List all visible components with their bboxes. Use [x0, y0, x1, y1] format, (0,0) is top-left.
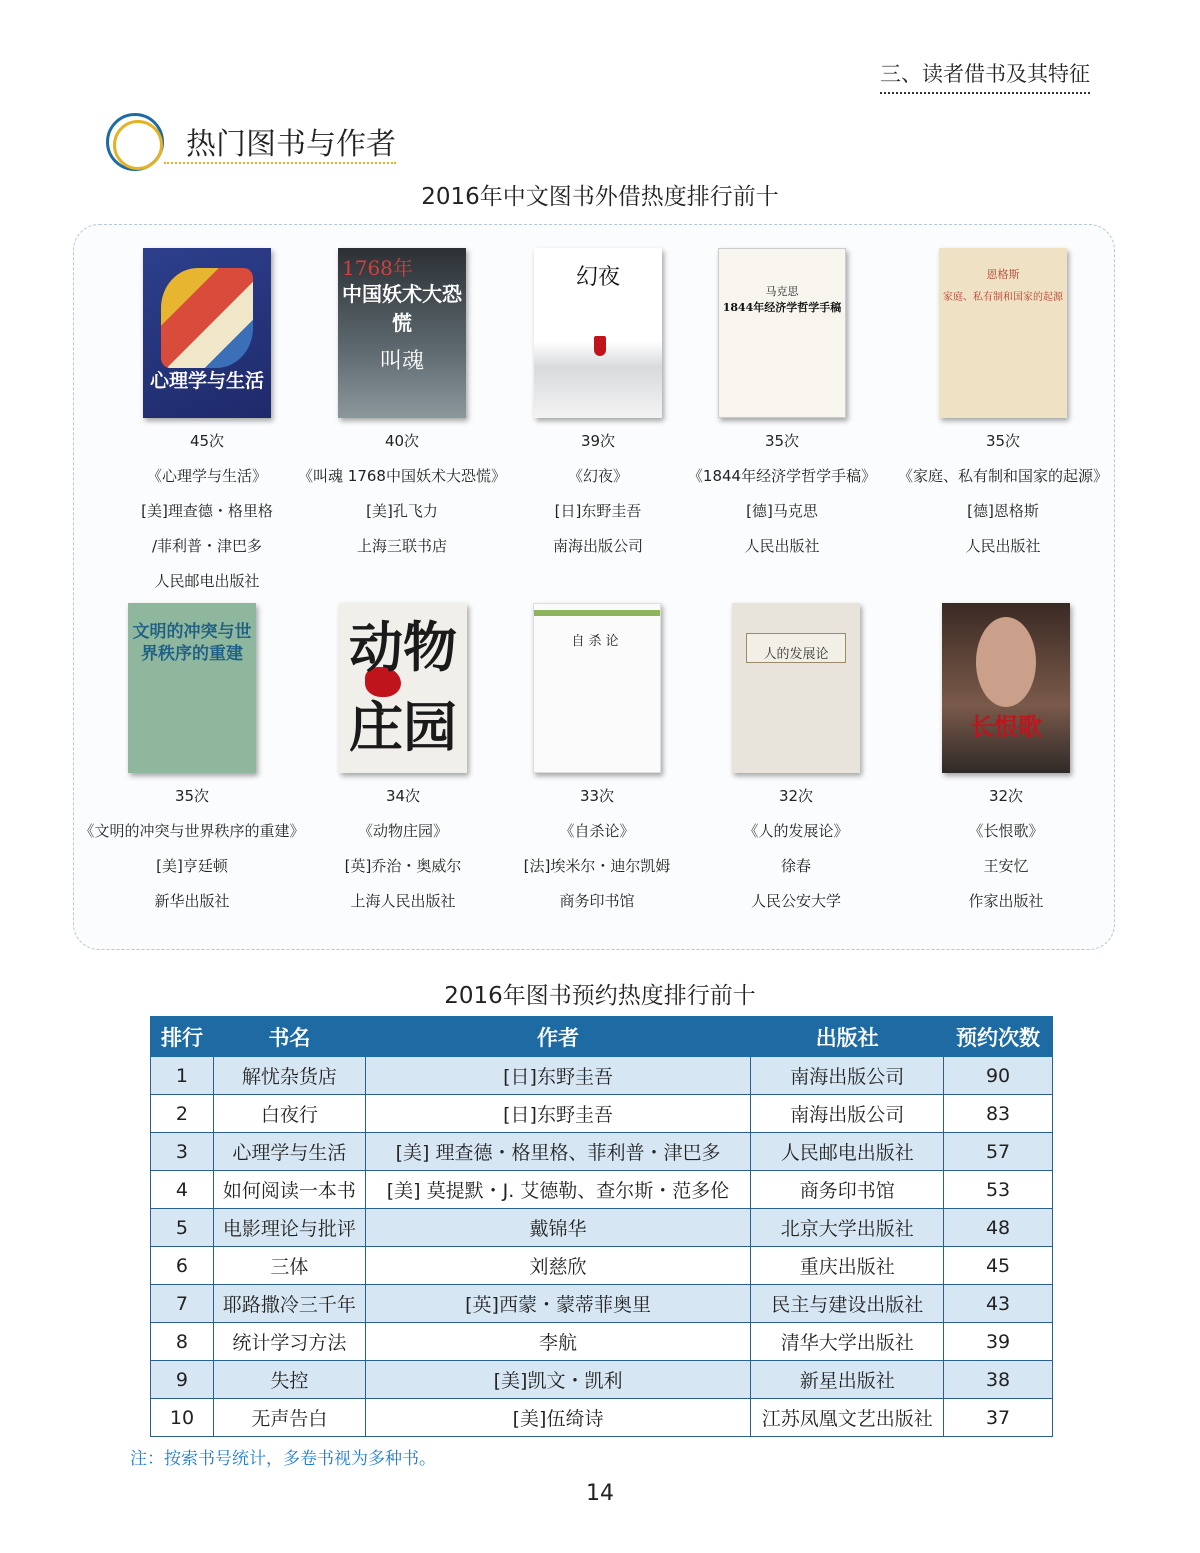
cell-count: 53 [944, 1171, 1053, 1209]
book-publisher: 南海出版公司 [552, 537, 643, 555]
reservation-ranking-title: 2016年图书预约热度排行前十 [444, 983, 756, 1009]
column-header-count: 预约次数 [944, 1017, 1053, 1057]
loan-count: 40次 [384, 432, 420, 450]
table-row [151, 1171, 1053, 1209]
table-row [151, 1247, 1053, 1285]
section-title: 热门图书与作者 [186, 127, 396, 162]
chapter-header: 三、读者借书及其特征 [880, 58, 1090, 94]
book-cover: 恩格斯 家庭、私有制和国家的起源 [939, 248, 1067, 418]
book-publisher: 上海人民出版社 [350, 892, 456, 910]
book-publisher: 上海三联书店 [356, 537, 447, 555]
cell-count: 43 [944, 1285, 1053, 1323]
cell-author: [日]东野圭吾 [365, 1095, 751, 1133]
book-card [883, 248, 1123, 564]
loan-count: 39次 [580, 432, 616, 450]
table-row [151, 1209, 1053, 1247]
book-cover: 人的发展论 [732, 603, 860, 773]
book-publisher: 人民出版社 [965, 537, 1041, 555]
cell-rank: 6 [151, 1247, 214, 1285]
book-cover: 长恨歌 [942, 603, 1070, 773]
book-cover: 幻夜 [534, 248, 662, 418]
column-header-rank: 排行 [151, 1017, 214, 1057]
cell-author: [美] 莫提默・J. 艾德勒、查尔斯・范多伦 [365, 1171, 751, 1209]
loan-count: 34次 [385, 787, 421, 805]
book-card [487, 603, 707, 919]
cell-rank: 9 [151, 1361, 214, 1399]
cell-publisher: 重庆出版社 [751, 1247, 944, 1285]
book-publisher: 人民出版社 [744, 537, 820, 555]
cell-author: 刘慈欣 [365, 1247, 751, 1285]
book-publisher: 作家出版社 [968, 892, 1044, 910]
cell-publisher: 新星出版社 [751, 1361, 944, 1399]
table-row [151, 1057, 1053, 1095]
loan-count: 32次 [988, 787, 1024, 805]
cell-author: [英]西蒙・蒙蒂菲奥里 [365, 1285, 751, 1323]
book-cover: 1768年 中国妖术大恐慌 叫魂 [338, 248, 466, 418]
cell-title: 失控 [213, 1361, 365, 1399]
cell-author: [日]东野圭吾 [365, 1057, 751, 1095]
reservation-table [150, 1016, 1053, 1437]
table-row [151, 1133, 1053, 1171]
column-header-publisher: 出版社 [751, 1017, 944, 1057]
loan-count: 35次 [764, 432, 800, 450]
loan-count: 35次 [174, 787, 210, 805]
book-card [282, 248, 522, 564]
book-author: [德]马克思 [746, 502, 818, 520]
cell-count: 90 [944, 1057, 1053, 1095]
table-row [151, 1361, 1053, 1399]
book-author: [美]亨廷顿 [156, 857, 228, 875]
book-title: 《家庭、私有制和国家的起源》 [897, 467, 1108, 485]
book-author: [德]恩格斯 [967, 502, 1039, 520]
book-cover: 马克思 1844年经济学哲学手稿 [718, 248, 846, 418]
cell-title: 无声告白 [213, 1399, 365, 1437]
cell-count: 83 [944, 1095, 1053, 1133]
cell-publisher: 人民邮电出版社 [751, 1133, 944, 1171]
table-header-row [151, 1017, 1053, 1057]
book-card [896, 603, 1116, 919]
book-author: 王安忆 [983, 857, 1029, 875]
book-card [72, 603, 312, 919]
cell-title: 如何阅读一本书 [213, 1171, 365, 1209]
cell-rank: 1 [151, 1057, 214, 1095]
cell-publisher: 南海出版公司 [751, 1057, 944, 1095]
book-title: 《动物庄园》 [357, 822, 448, 840]
table-row [151, 1323, 1053, 1361]
book-title: 《文明的冲突与世界秩序的重建》 [79, 822, 305, 840]
cell-count: 45 [944, 1247, 1053, 1285]
table-row [151, 1285, 1053, 1323]
cell-title: 电影理论与批评 [213, 1209, 365, 1247]
section-divider [164, 162, 396, 164]
book-author: [英]乔治・奥威尔 [344, 857, 462, 875]
book-title: 《幻夜》 [567, 467, 628, 485]
table-row [151, 1399, 1053, 1437]
cell-publisher: 商务印书馆 [751, 1171, 944, 1209]
table-row [151, 1095, 1053, 1133]
cell-author: [美]伍绮诗 [365, 1399, 751, 1437]
column-header-title: 书名 [213, 1017, 365, 1057]
cell-author: 李航 [365, 1323, 751, 1361]
book-title: 《1844年经济学哲学手稿》 [687, 467, 877, 485]
cell-author: [美] 理查德・格里格、菲利普・津巴多 [365, 1133, 751, 1171]
book-cover: 心理学与生活 [143, 248, 271, 418]
book-author: [美]孔飞力 [366, 502, 438, 520]
book-publisher: 人民邮电出版社 [154, 572, 260, 590]
book-title: 《心理学与生活》 [146, 467, 267, 485]
cell-title: 解忧杂货店 [213, 1057, 365, 1095]
cell-publisher: 北京大学出版社 [751, 1209, 944, 1247]
book-card [672, 248, 892, 564]
cell-rank: 7 [151, 1285, 214, 1323]
section-circle-icon [106, 113, 164, 171]
book-author: [日]东野圭吾 [554, 502, 642, 520]
cell-rank: 8 [151, 1323, 214, 1361]
cell-title: 耶路撒冷三千年 [213, 1285, 365, 1323]
page-number: 14 [586, 1481, 614, 1506]
book-author: [法]埃米尔・迪尔凯姆 [523, 857, 671, 875]
cell-count: 48 [944, 1209, 1053, 1247]
loan-count: 33次 [579, 787, 615, 805]
cell-rank: 5 [151, 1209, 214, 1247]
book-author: [美]理查德・格里格 [141, 502, 273, 520]
cell-publisher: 清华大学出版社 [751, 1323, 944, 1361]
cell-rank: 10 [151, 1399, 214, 1437]
cell-count: 57 [944, 1133, 1053, 1171]
cell-count: 38 [944, 1361, 1053, 1399]
book-title: 《自杀论》 [559, 822, 635, 840]
book-publisher: 新华出版社 [154, 892, 230, 910]
book-title: 《叫魂 1768中国妖术大恐慌》 [298, 467, 506, 485]
book-title: 《长恨歌》 [968, 822, 1044, 840]
loan-ranking-title: 2016年中文图书外借热度排行前十 [421, 184, 779, 210]
book-cover: 自杀论 [533, 603, 661, 773]
loan-count: 35次 [985, 432, 1021, 450]
cell-rank: 2 [151, 1095, 214, 1133]
cell-author: 戴锦华 [365, 1209, 751, 1247]
loan-count: 32次 [778, 787, 814, 805]
cell-title: 白夜行 [213, 1095, 365, 1133]
cell-author: [美]凯文・凯利 [365, 1361, 751, 1399]
cell-title: 统计学习方法 [213, 1323, 365, 1361]
column-header-author: 作者 [365, 1017, 751, 1057]
book-publisher: 商务印书馆 [559, 892, 635, 910]
book-cover: 动物庄园 [339, 603, 467, 773]
book-card [686, 603, 906, 919]
cell-publisher: 民主与建设出版社 [751, 1285, 944, 1323]
footnote: 注：按索书号统计，多卷书视为多种书。 [130, 1449, 436, 1469]
cell-title: 心理学与生活 [213, 1133, 365, 1171]
cell-publisher: 南海出版公司 [751, 1095, 944, 1133]
book-author: /菲利普・津巴多 [151, 537, 263, 555]
book-publisher: 人民公安大学 [750, 892, 841, 910]
cell-count: 39 [944, 1323, 1053, 1361]
book-cover: 文明的冲突与世界秩序的重建 [128, 603, 256, 773]
loan-count: 45次 [189, 432, 225, 450]
cell-publisher: 江苏凤凰文艺出版社 [751, 1399, 944, 1437]
cell-title: 三体 [213, 1247, 365, 1285]
cell-rank: 3 [151, 1133, 214, 1171]
book-title: 《人的发展论》 [743, 822, 849, 840]
book-card [293, 603, 513, 919]
book-author: 徐春 [780, 857, 811, 875]
cell-rank: 4 [151, 1171, 214, 1209]
cell-count: 37 [944, 1399, 1053, 1437]
